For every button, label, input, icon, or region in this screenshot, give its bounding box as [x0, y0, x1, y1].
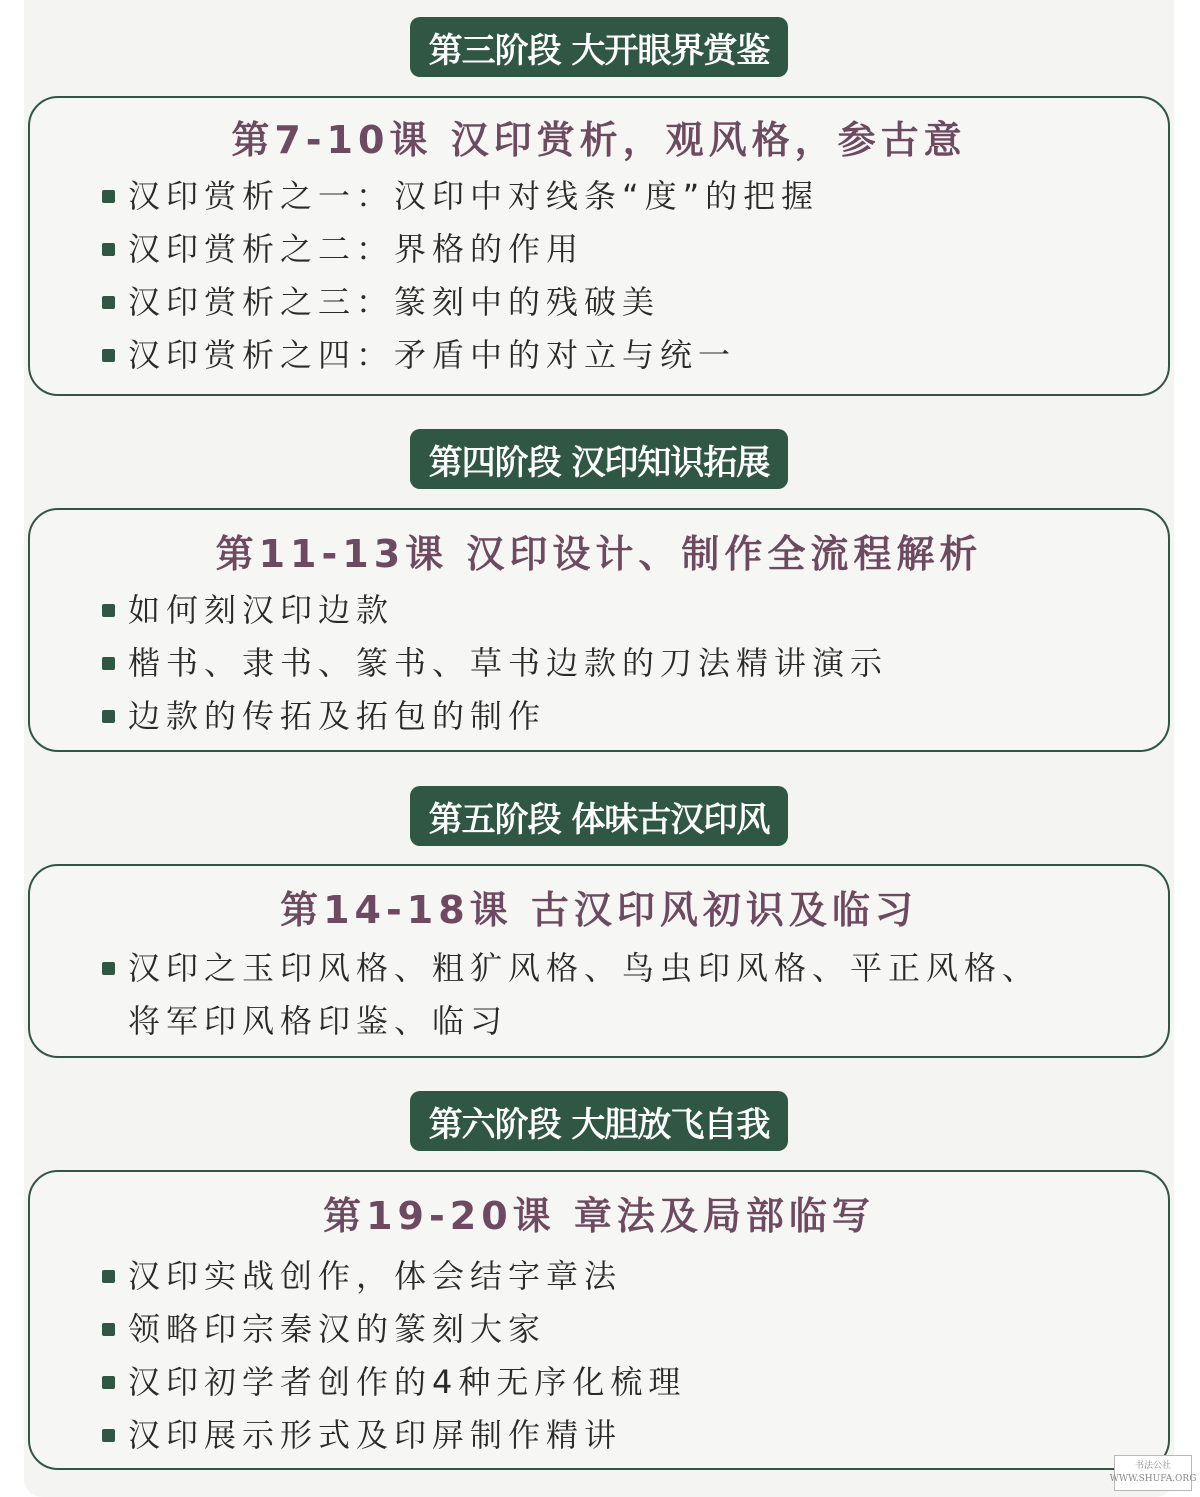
list-item: 汉印赏析之四：矛盾中的对立与统一: [30, 329, 1168, 382]
bullet-icon: [102, 243, 115, 256]
stage-4-badge: 第四阶段 汉印知识拓展: [410, 429, 788, 489]
list-item: 楷书、隶书、篆书、草书边款的刀法精讲演示: [30, 637, 1168, 690]
list-item: 汉印实战创作，体会结字章法: [30, 1250, 1168, 1303]
bullet-icon: [102, 710, 115, 723]
stage-3-badge: 第三阶段 大开眼界赏鉴: [410, 17, 788, 77]
lesson-card-11-13: [28, 508, 1170, 752]
list-item: 汉印赏析之二：界格的作用: [30, 223, 1168, 276]
stage-5-badge: 第五阶段 体味古汉印风: [410, 786, 788, 846]
bullet-icon: [102, 1323, 115, 1336]
bullet-icon: [102, 1429, 115, 1442]
list-item: 如何刻汉印边款: [30, 584, 1168, 637]
watermark-logo: 书法公社 WWW.SHUFA.ORG: [1114, 1455, 1192, 1491]
list-item: 汉印初学者创作的4种无序化梳理: [30, 1356, 1168, 1409]
list-item: 汉印赏析之三：篆刻中的残破美: [30, 276, 1168, 329]
lesson-title: 第14-18课 古汉印风初识及临习: [280, 888, 918, 932]
bullet-icon: [102, 190, 115, 203]
bullet-icon: [102, 657, 115, 670]
bullet-icon: [102, 349, 115, 362]
list-item: 汉印展示形式及印屏制作精讲: [30, 1409, 1168, 1462]
lesson-card-7-10: [28, 96, 1170, 396]
list-item: 汉印赏析之一：汉印中对线条“度”的把握: [30, 170, 1168, 223]
bullet-icon: [102, 604, 115, 617]
bullet-icon: [102, 1376, 115, 1389]
lesson-card-19-20: [28, 1170, 1170, 1470]
bullet-icon: [102, 296, 115, 309]
bullet-icon: [102, 962, 115, 975]
lesson-card-14-18: [28, 864, 1170, 1058]
list-item: 汉印之玉印风格、粗犷风格、鸟虫印风格、平正风格、 将军印风格印鉴、临习: [30, 942, 1168, 1048]
lesson-title: 第11-13课 汉印设计、制作全流程解析: [215, 532, 983, 576]
lesson-title: 第7-10课 汉印赏析，观风格，参古意: [231, 118, 967, 162]
list-item: 领略印宗秦汉的篆刻大家: [30, 1303, 1168, 1356]
bullet-icon: [102, 1270, 115, 1283]
lesson-title: 第19-20课 章法及局部临写: [323, 1194, 875, 1238]
list-item: 边款的传拓及拓包的制作: [30, 690, 1168, 743]
stage-6-badge: 第六阶段 大胆放飞自我: [410, 1091, 788, 1151]
